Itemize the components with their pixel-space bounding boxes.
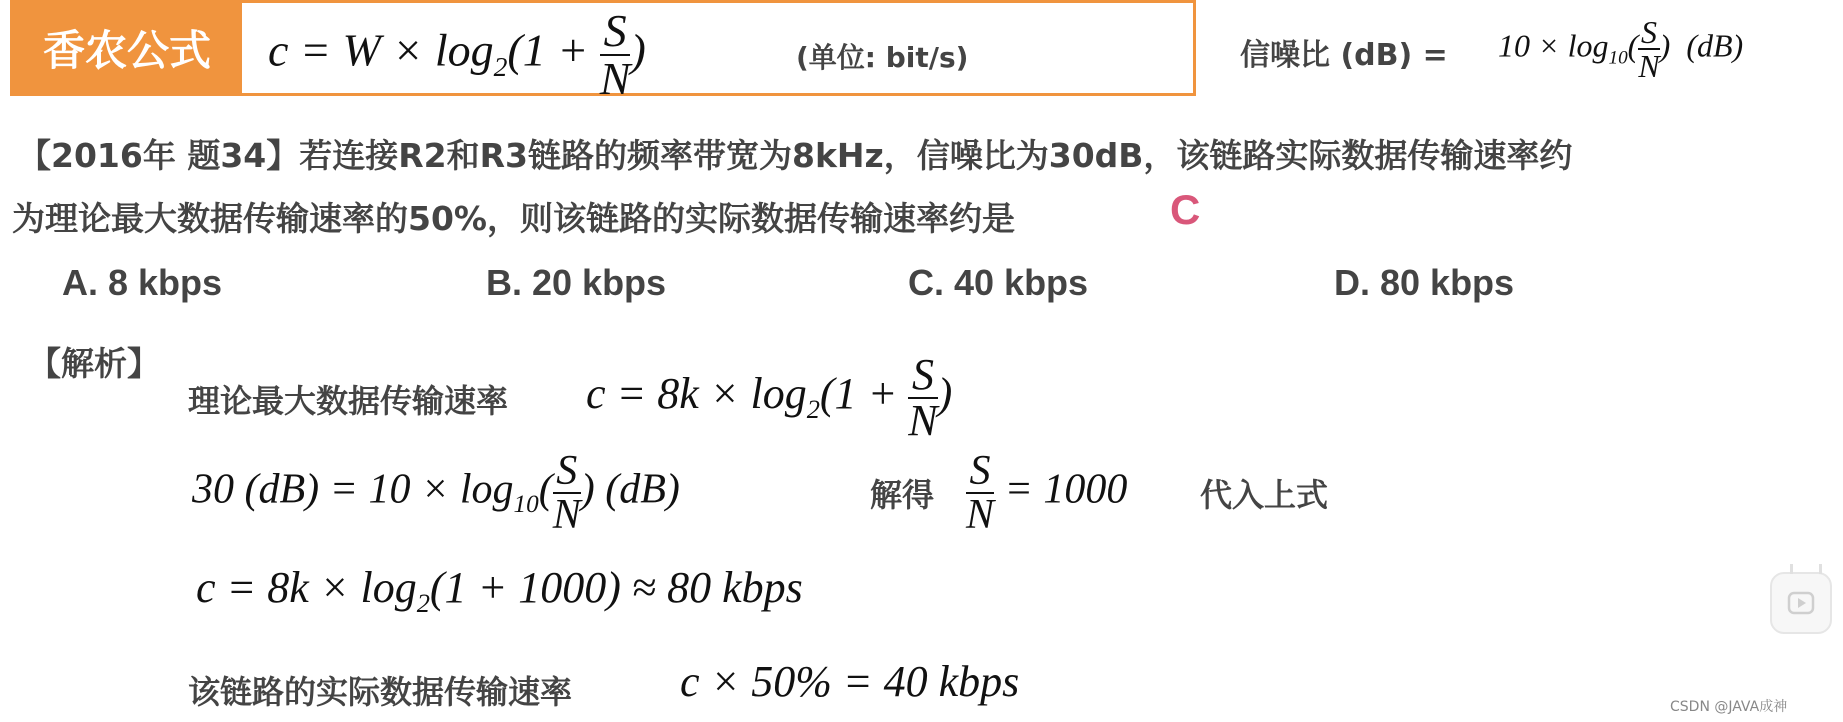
answer-mark: C	[1170, 186, 1201, 233]
snr-formula: $10 \times \log_{10}$( $\frac{S}{N}$ ) (dB)	[1498, 14, 1744, 84]
step3-formula: $c = 8k \times \log_2(1 + 1000) \approx 80$ kbps	[196, 563, 803, 618]
step1-fraction: $\frac{S}{N}$	[908, 350, 938, 445]
step4-formula: c × 50% = 40 kbps	[680, 657, 1020, 706]
step4-label: 该链路的实际数据传输速率	[188, 673, 573, 711]
step2-result: $\frac{S}{N}$ = 1000	[966, 448, 1128, 538]
solve-label: 解得	[870, 476, 935, 514]
option-c: C. 40 kbps	[908, 262, 1089, 303]
step1-formula: $c = 8k \times \log_2(1$ + $\frac{S}{N}$ )	[586, 350, 953, 445]
step2-fraction: $\frac{S}{N}$	[552, 448, 581, 538]
option-d: D. 80 kbps	[1334, 262, 1515, 303]
question-line-1: 【2016年 题34】若连接R2和R3链路的频率带宽为8kHz，信噪比为30dB，该链路实际数据传输速率约	[18, 136, 1573, 175]
play-icon	[1787, 589, 1815, 617]
unit-note: (单位: bit/s)	[796, 41, 969, 74]
signal-noise-fraction: $\frac{S}{N}$	[599, 5, 631, 104]
question-line-2: 为理论最大数据传输速率的50%，则该链路的实际数据传输速率约是	[12, 199, 1015, 238]
snr-label: 信噪比 (dB) =	[1240, 38, 1448, 73]
shannon-formula: $c = W \times \log_2(1$ + $\frac{S}{N}$ )	[268, 5, 646, 104]
play-button[interactable]	[1770, 572, 1832, 634]
step1-label: 理论最大数据传输速率	[188, 382, 509, 420]
formula-title: 香农公式	[12, 2, 242, 94]
option-a: A. 8 kbps	[62, 262, 223, 303]
option-b: B. 20 kbps	[486, 262, 667, 303]
snr-fraction: $\frac{S}{N}$	[1638, 14, 1660, 84]
step2-formula: 30 $(dB) = 10 \times \log_{10}$( $\frac{S}{N}$ ) (dB)	[192, 448, 680, 538]
substitute-label: 代入上式	[1200, 476, 1329, 514]
watermark: CSDN @JAVA成神	[1670, 699, 1788, 715]
analysis-title: 【解析】	[28, 344, 160, 383]
step2-result-fraction: $\frac{S}{N}$	[966, 448, 995, 538]
